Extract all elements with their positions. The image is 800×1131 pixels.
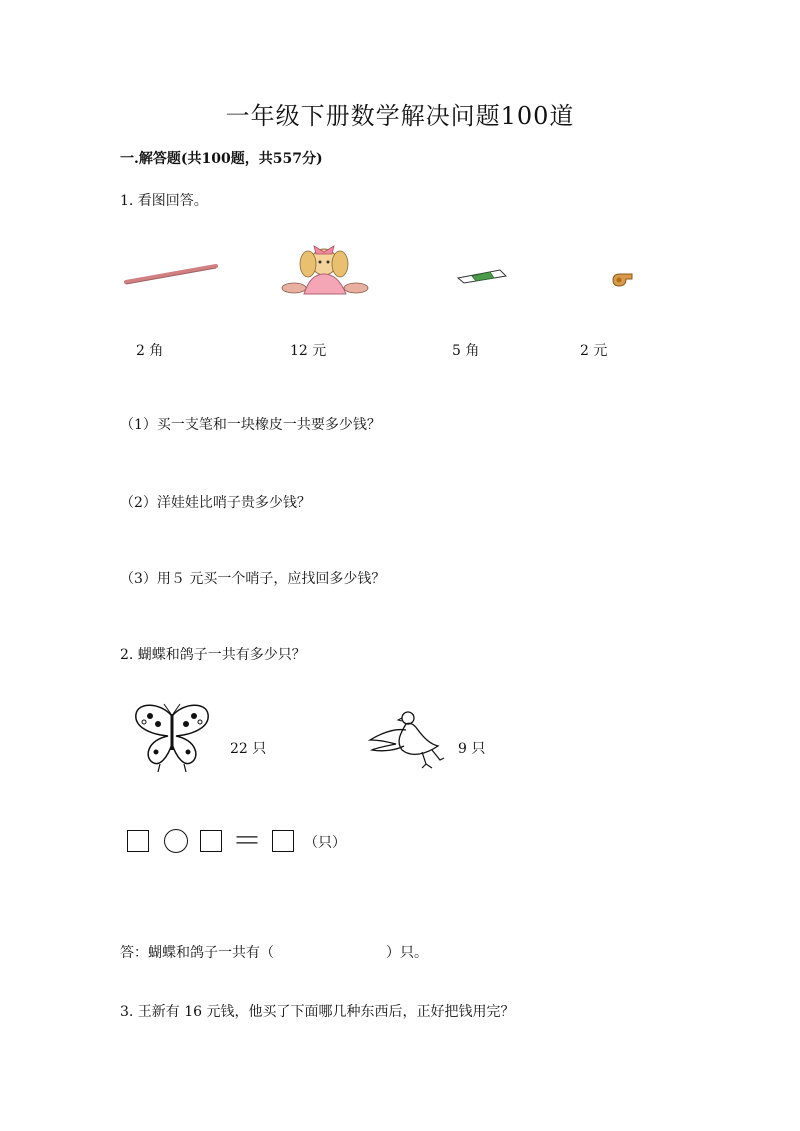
butterfly-icon [130,700,214,774]
pigeon-count: 9 只 [458,741,486,757]
answer-suffix: ）只。 [386,945,428,961]
equals-sign: ＝ [232,824,262,859]
doll-price: 12 元 [290,343,327,359]
page-title: 一年级下册数学解决问题100道 [225,102,575,130]
eraser-icon [456,266,508,284]
pigeon-icon [366,706,448,772]
question-2-heading: 2. 蝴蝶和鸽子一共有多少只？ [120,647,306,663]
pencil-icon [124,258,220,288]
whistle-price: 2 元 [580,343,608,359]
eraser-price: 5 角 [452,343,480,359]
whistle-icon [610,270,636,288]
equation-box-1 [127,830,149,852]
equation-unit: （只） [304,835,346,851]
question-1-heading: 1. 看图回答。 [120,193,208,209]
equation-box-result [272,830,294,852]
butterfly-count: 22 只 [230,741,267,757]
question-3-heading: 3. 王新有 16 元钱，他买了下面哪几种东西后，正好把钱用完？ [120,1004,515,1020]
question-1-sub-1: （1）买一支笔和一块橡皮一共要多少钱？ [120,417,381,433]
answer-prefix: 答：蝴蝶和鸽子一共有（ [120,945,274,961]
section-heading: 一.解答题(共100题，共557分) [120,151,323,167]
question-1-sub-3: （3）用５ 元买一个哨子，应找回多少钱？ [120,571,386,587]
equation-operator-circle [164,829,188,853]
doll-icon [274,240,372,300]
equation-box-2 [200,830,222,852]
pencil-price: 2 角 [136,343,164,359]
question-1-sub-2: （2）洋娃娃比哨子贵多少钱？ [120,495,311,511]
